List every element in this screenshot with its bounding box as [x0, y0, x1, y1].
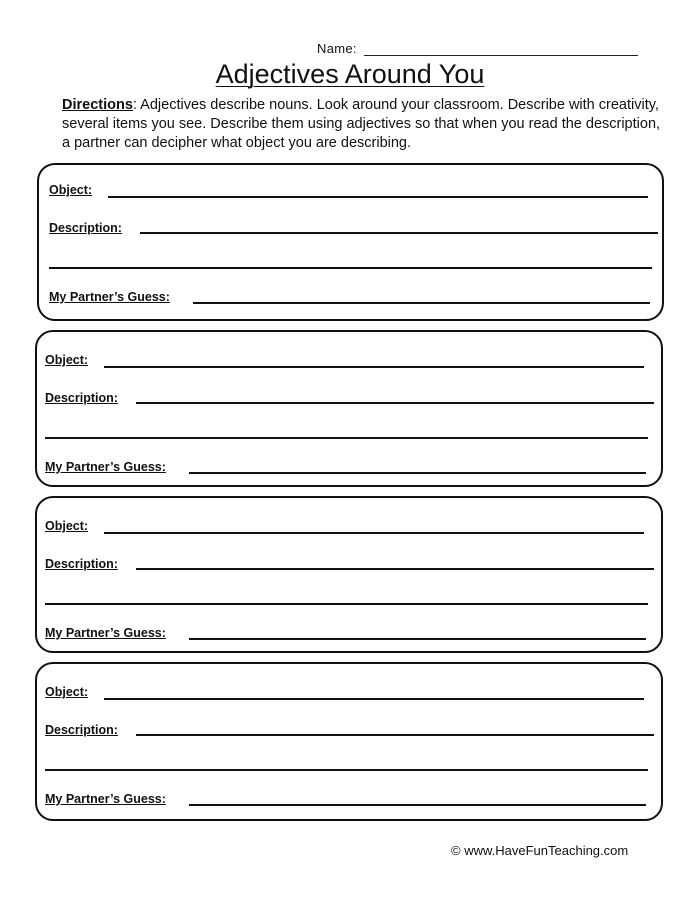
partner-guess-write-line[interactable] [193, 302, 650, 304]
object-write-line[interactable] [104, 366, 644, 368]
object-label: Object: [45, 353, 89, 367]
description-write-line[interactable] [136, 402, 654, 404]
directions-text: : Adjectives describe nouns. Look around your classroom. Describe with creativity, several items you see. Describe them using adjectives so that when you read the description, a partner can decipher what object you are describing. [62, 97, 661, 151]
description-write-line[interactable] [136, 734, 654, 736]
description-label: Description: [49, 221, 122, 235]
description-write-line-2[interactable] [45, 603, 648, 605]
name-label: Name: [317, 41, 357, 56]
object-box [37, 163, 664, 321]
object-write-line[interactable] [108, 196, 648, 198]
description-label: Description: [45, 391, 118, 405]
partner-guess-label: My Partner’s Guess: [45, 460, 166, 474]
directions-lead: Directions [62, 97, 133, 113]
name-write-line[interactable] [364, 55, 638, 56]
partner-guess-label: My Partner’s Guess: [45, 792, 166, 806]
description-label: Description: [45, 723, 118, 737]
partner-guess-write-line[interactable] [189, 472, 646, 474]
copyright-footer: © www.HaveFunTeaching.com [451, 843, 629, 858]
object-label: Object: [49, 183, 93, 197]
description-write-line[interactable] [140, 232, 658, 234]
description-write-line-2[interactable] [49, 267, 652, 269]
partner-guess-write-line[interactable] [189, 804, 646, 806]
object-label: Object: [45, 519, 89, 533]
object-box [35, 496, 663, 653]
object-write-line[interactable] [104, 698, 644, 700]
object-box [35, 330, 663, 487]
description-write-line-2[interactable] [45, 769, 648, 771]
description-write-line-2[interactable] [45, 437, 648, 439]
object-write-line[interactable] [104, 532, 644, 534]
object-label: Object: [45, 685, 89, 699]
object-box [35, 662, 663, 821]
description-write-line[interactable] [136, 568, 654, 570]
partner-guess-label: My Partner’s Guess: [49, 290, 170, 304]
directions-paragraph [62, 96, 662, 153]
partner-guess-label: My Partner’s Guess: [45, 626, 166, 640]
description-label: Description: [45, 557, 118, 571]
partner-guess-write-line[interactable] [189, 638, 646, 640]
page-title: Adjectives Around You [215, 59, 485, 89]
